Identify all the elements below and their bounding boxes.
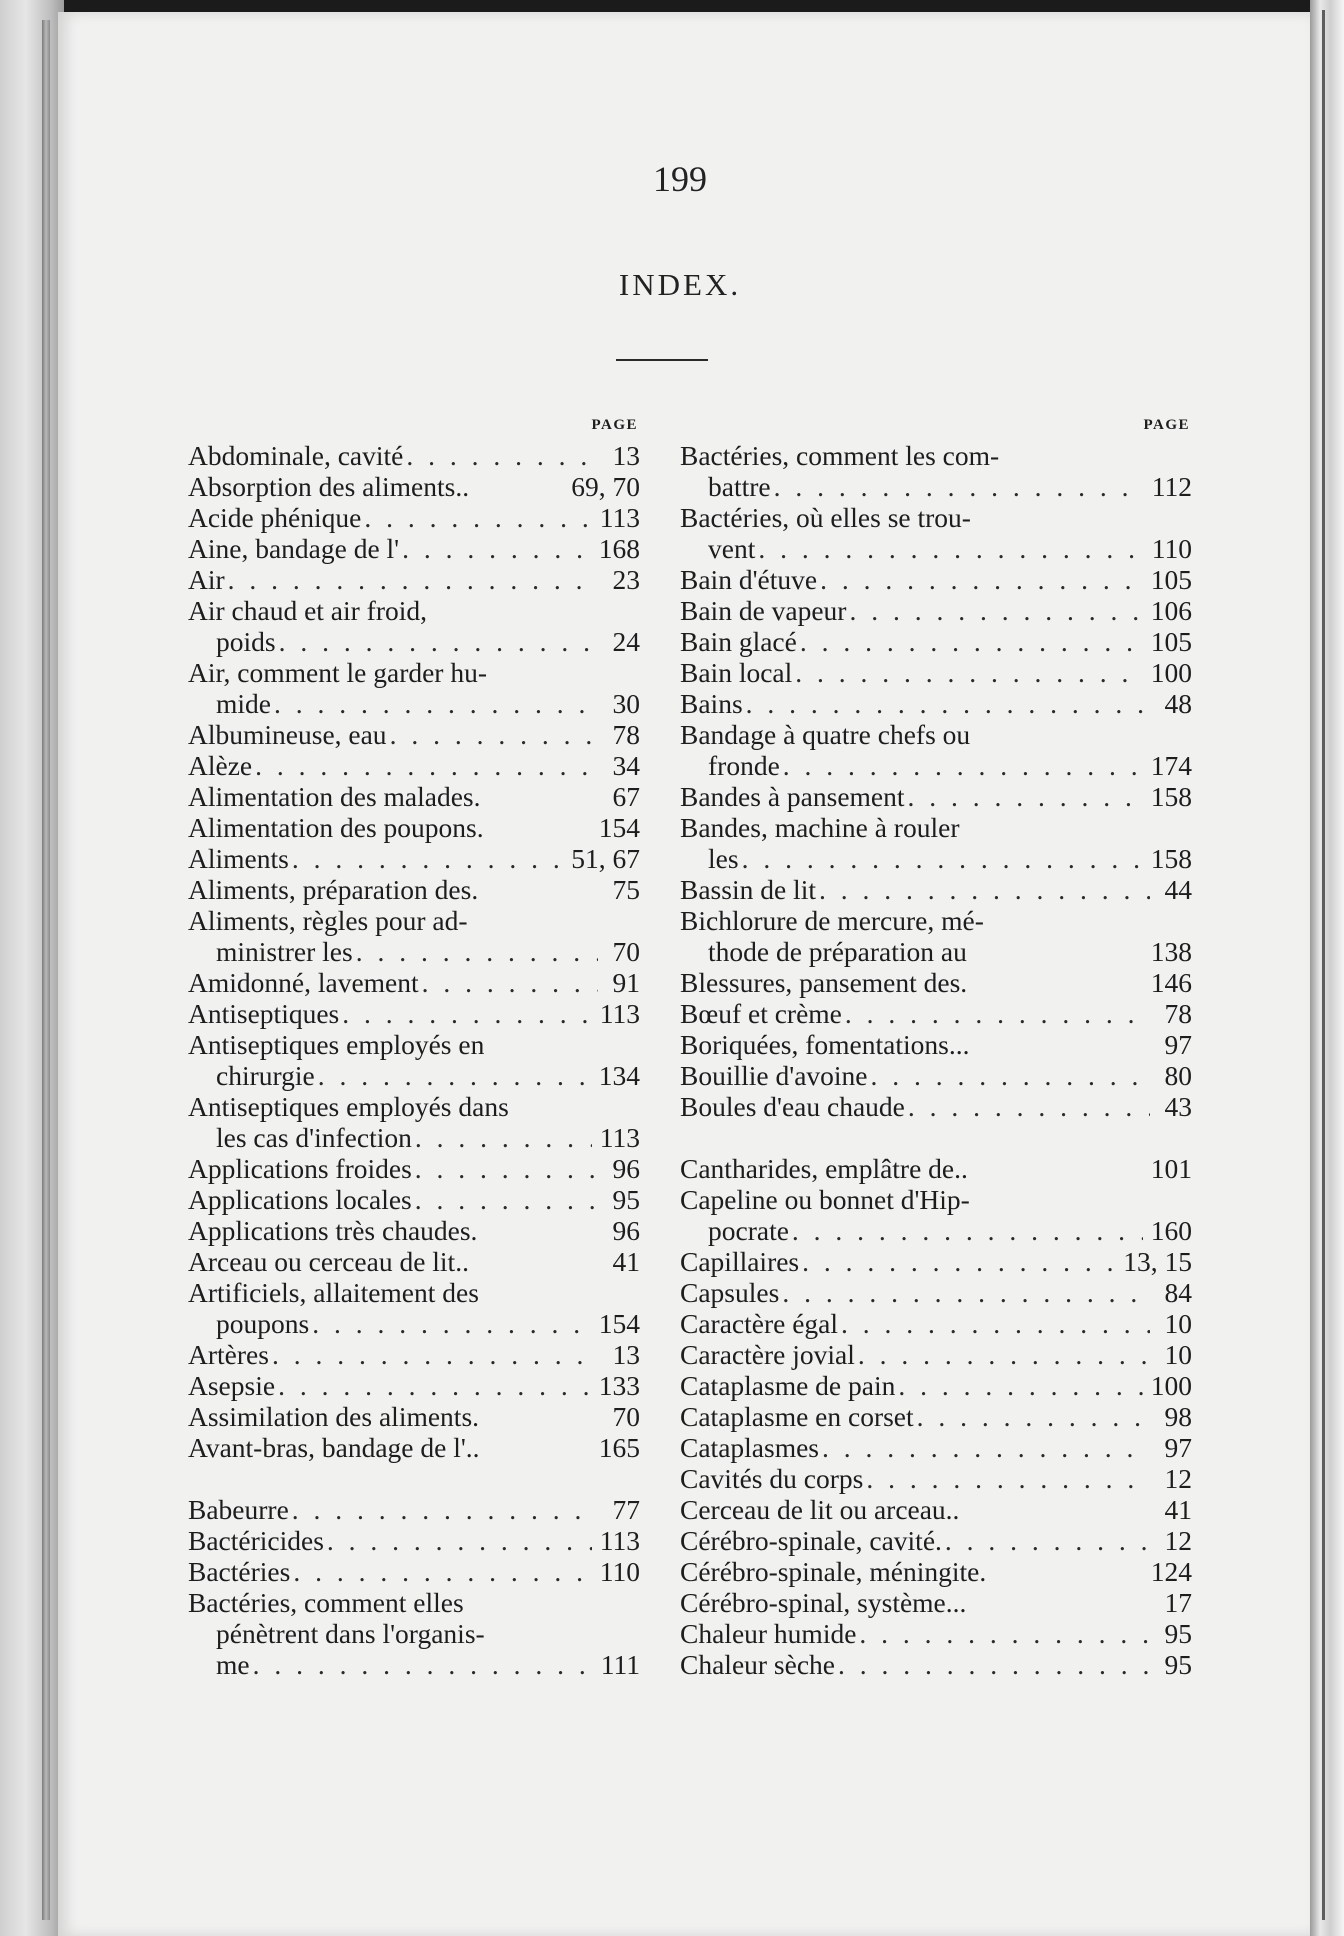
index-entry xyxy=(680,1525,1192,1556)
index-entry-continuation xyxy=(188,1618,640,1649)
index-column-left xyxy=(188,410,640,1680)
page-reference: 24 xyxy=(612,626,640,657)
index-entry xyxy=(188,502,640,533)
index-entry xyxy=(188,1401,640,1432)
index-term: Bandes, machine à rouler xyxy=(680,812,960,843)
index-entry xyxy=(188,440,640,471)
index-term: Bactéries xyxy=(188,1556,291,1587)
page-reference: 154 xyxy=(598,1308,640,1339)
page-reference: 84 xyxy=(1164,1277,1192,1308)
dot-leader xyxy=(315,1060,591,1091)
index-term: Bactéricides xyxy=(188,1525,324,1556)
index-term: Chaleur humide xyxy=(680,1618,857,1649)
index-entry xyxy=(680,1277,1192,1308)
dot-leader xyxy=(324,1525,592,1556)
page-reference: 12 xyxy=(1164,1463,1192,1494)
index-entry xyxy=(680,626,1192,657)
heading-rule xyxy=(616,359,708,361)
index-term: les xyxy=(708,843,739,874)
page-reference: 106 xyxy=(1150,595,1192,626)
page-reference: 43 xyxy=(1164,1091,1192,1122)
index-entry xyxy=(680,1029,1192,1060)
index-entry xyxy=(680,1060,1192,1091)
index-entry xyxy=(188,1246,640,1277)
page-reference: 78 xyxy=(1164,998,1192,1029)
index-term: Bain glacé xyxy=(680,626,797,657)
dot-leader xyxy=(779,1277,1150,1308)
page-reference: 69, 70 xyxy=(571,471,640,502)
page-reference: 105 xyxy=(1150,626,1192,657)
page-reference: 23 xyxy=(612,564,640,595)
index-term: Alimentation des malades. xyxy=(188,781,481,812)
page-reference: 174 xyxy=(1150,750,1192,781)
index-entry xyxy=(680,1556,1192,1587)
page-reference: 91 xyxy=(612,967,640,998)
page-reference: 101 xyxy=(1150,1153,1192,1184)
index-entry xyxy=(188,533,640,564)
page-reference: 78 xyxy=(612,719,640,750)
index-term: Cavités du corps xyxy=(680,1463,864,1494)
dot-leader xyxy=(838,1308,1150,1339)
index-entry xyxy=(188,781,640,812)
index-term: Antiseptiques employés en xyxy=(188,1029,485,1060)
index-term: Cérébro-spinal, système... xyxy=(680,1587,967,1618)
dot-leader xyxy=(942,1525,1150,1556)
page-reference: 158 xyxy=(1150,781,1192,812)
index-entry xyxy=(680,688,1192,719)
dot-leader xyxy=(863,1463,1150,1494)
page-reference: 133 xyxy=(598,1370,640,1401)
page-reference: 80 xyxy=(1164,1060,1192,1091)
index-term: Aine, bandage de l' xyxy=(188,533,400,564)
section-gap xyxy=(188,1463,640,1494)
dot-leader xyxy=(269,1339,598,1370)
dot-leader xyxy=(842,998,1150,1029)
page-edge-right xyxy=(1310,0,1344,1936)
page-reference: 13 xyxy=(612,1339,640,1370)
page-reference: 124 xyxy=(1150,1556,1192,1587)
index-term: Chaleur sèche xyxy=(680,1649,835,1680)
index-term: Air xyxy=(188,564,225,595)
index-entry xyxy=(680,1184,1192,1215)
index-term: Acide phénique xyxy=(188,502,362,533)
index-entry xyxy=(680,1432,1192,1463)
index-term: Cérébro-spinale, méningite. xyxy=(680,1556,987,1587)
page-reference: 168 xyxy=(598,533,640,564)
page-reference: 112 xyxy=(1151,471,1192,502)
dot-leader xyxy=(905,781,1143,812)
page-reference: 160 xyxy=(1150,1215,1192,1246)
index-entry xyxy=(188,967,640,998)
index-term: mide xyxy=(216,688,271,719)
index-term: Albumineuse, eau xyxy=(188,719,387,750)
index-term: Arceau ou cerceau de lit.. xyxy=(188,1246,469,1277)
dot-leader xyxy=(755,533,1143,564)
index-term: Applications froides xyxy=(188,1153,412,1184)
page-column-label: PAGE xyxy=(1143,417,1190,433)
index-term: Bandage à quatre chefs ou xyxy=(680,719,971,750)
index-entry xyxy=(188,471,640,502)
page-reference: 17 xyxy=(1164,1587,1192,1618)
page-reference: 113 xyxy=(599,502,640,533)
dot-leader xyxy=(225,564,598,595)
index-entry-continuation xyxy=(188,1308,640,1339)
index-term: me xyxy=(216,1649,250,1680)
dot-leader xyxy=(276,626,598,657)
page-reference: 110 xyxy=(599,1556,640,1587)
page-reference: 48 xyxy=(1164,688,1192,719)
index-term: Bain local xyxy=(680,657,793,688)
page-reference: 100 xyxy=(1150,1370,1192,1401)
page-reference: 95 xyxy=(1164,1618,1192,1649)
dot-leader xyxy=(353,936,598,967)
index-heading: INDEX. xyxy=(618,267,742,302)
index-entry-continuation xyxy=(188,626,640,657)
index-entry xyxy=(680,781,1192,812)
index-term: Bichlorure de mercure, mé- xyxy=(680,905,984,936)
index-entry-continuation xyxy=(680,936,1192,967)
index-term: Artères xyxy=(188,1339,269,1370)
index-entry xyxy=(188,1091,640,1122)
index-term: Caractère jovial xyxy=(680,1339,855,1370)
page-reference: 13, 15 xyxy=(1123,1246,1192,1277)
dot-leader xyxy=(819,1432,1150,1463)
index-term: Cataplasme de pain xyxy=(680,1370,896,1401)
dot-leader xyxy=(816,874,1150,905)
dot-leader xyxy=(289,1494,598,1525)
index-entry-continuation xyxy=(188,1122,640,1153)
index-term: Caractère égal xyxy=(680,1308,839,1339)
index-entry xyxy=(680,502,1192,533)
page-reference: 113 xyxy=(599,1122,640,1153)
dot-leader xyxy=(835,1649,1150,1680)
index-term: Absorption des aliments.. xyxy=(188,471,470,502)
dot-leader xyxy=(412,1153,598,1184)
page-number: 199 xyxy=(653,159,707,199)
index-term: Abdominale, cavité xyxy=(188,440,404,471)
index-entry xyxy=(680,874,1192,905)
index-entry xyxy=(680,1649,1192,1680)
index-term: Aliments, règles pour ad- xyxy=(188,905,468,936)
page-reference: 110 xyxy=(1151,533,1192,564)
index-entry xyxy=(188,1029,640,1060)
page-reference: 113 xyxy=(599,1525,640,1556)
index-entry xyxy=(188,1370,640,1401)
dot-leader xyxy=(361,502,591,533)
page-reference: 51, 67 xyxy=(571,843,640,874)
index-term: Air, comment le garder hu- xyxy=(188,657,487,688)
index-term: Air chaud et air froid, xyxy=(188,595,428,626)
index-entry xyxy=(188,595,640,626)
dot-leader xyxy=(846,595,1142,626)
index-entry xyxy=(680,440,1192,471)
page-reference: 30 xyxy=(612,688,640,719)
page-reference: 111 xyxy=(600,1649,640,1680)
index-entry xyxy=(188,1153,640,1184)
index-entry-continuation xyxy=(188,1060,640,1091)
index-term: Bassin de lit xyxy=(680,874,816,905)
index-entry-continuation xyxy=(188,1649,640,1680)
dot-leader xyxy=(412,1122,592,1153)
index-entry xyxy=(680,1401,1192,1432)
index-term: Assimilation des aliments. xyxy=(188,1401,480,1432)
index-entry-continuation xyxy=(680,533,1192,564)
dot-leader xyxy=(856,1618,1150,1649)
index-term: fronde xyxy=(708,750,780,781)
page-reference: 154 xyxy=(598,812,640,843)
page-reference: 70 xyxy=(612,1401,640,1432)
page-reference: 41 xyxy=(1164,1494,1192,1525)
page-reference: 12 xyxy=(1164,1525,1192,1556)
index-entry xyxy=(680,1246,1192,1277)
index-term: Cérébro-spinale, cavité. xyxy=(680,1525,942,1556)
dot-leader xyxy=(792,657,1142,688)
index-term: Boules d'eau chaude xyxy=(680,1091,905,1122)
index-term: Bactéries, comment elles xyxy=(188,1587,464,1618)
page-reference: 100 xyxy=(1150,657,1192,688)
page-edge-line xyxy=(1322,10,1325,1920)
index-entry xyxy=(680,719,1192,750)
index-entry xyxy=(680,1463,1192,1494)
index-term: Bœuf et crème xyxy=(680,998,842,1029)
index-entry xyxy=(680,812,1192,843)
dot-leader xyxy=(399,533,591,564)
page-reference: 10 xyxy=(1164,1339,1192,1370)
page-reference: 138 xyxy=(1150,936,1192,967)
dot-leader xyxy=(290,1556,591,1587)
dot-leader xyxy=(271,688,598,719)
dot-leader xyxy=(339,998,592,1029)
page-reference: 13 xyxy=(612,440,640,471)
page-reference: 98 xyxy=(1164,1401,1192,1432)
index-term: Antiseptiques xyxy=(188,998,340,1029)
index-column-right xyxy=(680,410,1192,1680)
index-term: Capeline ou bonnet d'Hip- xyxy=(680,1184,970,1215)
dot-leader xyxy=(789,1215,1143,1246)
dot-leader xyxy=(771,471,1144,502)
index-entry xyxy=(188,812,640,843)
index-term: battre xyxy=(708,471,771,502)
page-reference: 96 xyxy=(612,1153,640,1184)
page-reference: 113 xyxy=(599,998,640,1029)
page-reference: 75 xyxy=(612,874,640,905)
page-reference: 96 xyxy=(612,1215,640,1246)
index-term: Bandes à pansement xyxy=(680,781,905,812)
index-entry xyxy=(680,1153,1192,1184)
index-term: Bactéries, comment les com- xyxy=(680,440,1000,471)
dot-leader xyxy=(905,1091,1150,1122)
page-reference: 97 xyxy=(1164,1432,1192,1463)
page-reference: 67 xyxy=(612,781,640,812)
index-term: Babeurre xyxy=(188,1494,289,1525)
index-entry xyxy=(188,1525,640,1556)
index-entry-continuation xyxy=(680,471,1192,502)
index-entry-continuation xyxy=(680,750,1192,781)
index-term: Applications locales xyxy=(188,1184,412,1215)
dot-leader xyxy=(797,626,1143,657)
index-term: Antiseptiques employés dans xyxy=(188,1091,509,1122)
index-entry xyxy=(680,595,1192,626)
dot-leader xyxy=(387,719,598,750)
index-term: Capillaires xyxy=(680,1246,800,1277)
dot-leader xyxy=(739,843,1143,874)
index-term: Blessures, pansement des. xyxy=(680,967,968,998)
dot-leader xyxy=(780,750,1143,781)
index-term: ministrer les xyxy=(216,936,353,967)
index-entry-continuation xyxy=(680,1215,1192,1246)
dot-leader xyxy=(250,1649,593,1680)
index-entry xyxy=(188,657,640,688)
index-term: Artificiels, allaitement des xyxy=(188,1277,479,1308)
section-gap xyxy=(680,1122,1192,1153)
binding-crease xyxy=(42,20,50,1920)
book-spine-left xyxy=(0,0,64,1936)
index-entry xyxy=(680,967,1192,998)
index-entry-continuation xyxy=(188,936,640,967)
index-entry xyxy=(680,905,1192,936)
index-entry xyxy=(680,1494,1192,1525)
index-term: les cas d'infection xyxy=(216,1122,412,1153)
index-entry xyxy=(680,1618,1192,1649)
index-entry xyxy=(188,874,640,905)
index-entry xyxy=(188,1587,640,1618)
page-reference: 146 xyxy=(1150,967,1192,998)
index-entry xyxy=(188,1184,640,1215)
dot-leader xyxy=(743,688,1150,719)
index-term: Aliments, préparation des. xyxy=(188,874,479,905)
page-reference: 97 xyxy=(1164,1029,1192,1060)
index-entry xyxy=(188,905,640,936)
index-term: pénètrent dans l'organis- xyxy=(216,1618,485,1649)
index-entry xyxy=(188,998,640,1029)
index-term: poids xyxy=(216,626,276,657)
index-term: Asepsie xyxy=(188,1370,276,1401)
index-term: Bactéries, où elles se trou- xyxy=(680,502,971,533)
index-entry xyxy=(188,1215,640,1246)
page-reference: 10 xyxy=(1164,1308,1192,1339)
index-entry xyxy=(188,750,640,781)
index-term: pocrate xyxy=(708,1215,789,1246)
dot-leader xyxy=(289,843,563,874)
index-entry xyxy=(188,564,640,595)
index-term: Boriquées, fomentations... xyxy=(680,1029,970,1060)
index-entry xyxy=(680,1370,1192,1401)
index-entry xyxy=(680,998,1192,1029)
page-reference: 44 xyxy=(1164,874,1192,905)
index-entry xyxy=(680,1308,1192,1339)
dot-leader xyxy=(855,1339,1150,1370)
index-term: Cantharides, emplâtre de.. xyxy=(680,1153,968,1184)
index-entry xyxy=(680,564,1192,595)
page-reference: 41 xyxy=(612,1246,640,1277)
index-term: Cerceau de lit ou arceau.. xyxy=(680,1494,960,1525)
index-term: Bain d'étuve xyxy=(680,564,818,595)
dot-leader xyxy=(799,1246,1115,1277)
index-term: Avant-bras, bandage de l'.. xyxy=(188,1432,480,1463)
page-reference: 70 xyxy=(612,936,640,967)
index-entry xyxy=(188,1432,640,1463)
dot-leader xyxy=(309,1308,591,1339)
dot-leader xyxy=(412,1184,598,1215)
index-entry xyxy=(680,657,1192,688)
index-entry xyxy=(188,843,640,874)
page-reference: 105 xyxy=(1150,564,1192,595)
index-term: Alimentation des poupons. xyxy=(188,812,484,843)
index-term: Bains xyxy=(680,688,743,719)
index-entry xyxy=(188,1339,640,1370)
page-reference: 165 xyxy=(598,1432,640,1463)
index-term: Applications très chaudes. xyxy=(188,1215,478,1246)
index-term: Bouillie d'avoine xyxy=(680,1060,868,1091)
page-reference: 77 xyxy=(612,1494,640,1525)
book-page xyxy=(58,12,1310,1936)
page-reference: 134 xyxy=(598,1060,640,1091)
index-term: thode de préparation au xyxy=(708,936,967,967)
page-reference: 158 xyxy=(1150,843,1192,874)
index-entry xyxy=(188,1494,640,1525)
index-term: Cataplasme en corset xyxy=(680,1401,914,1432)
dot-leader xyxy=(419,967,598,998)
index-entry-continuation xyxy=(680,843,1192,874)
index-term: Bain de vapeur xyxy=(680,595,847,626)
page-reference: 34 xyxy=(612,750,640,781)
index-entry xyxy=(680,1587,1192,1618)
page-reference: 95 xyxy=(612,1184,640,1215)
dot-leader xyxy=(252,750,598,781)
index-term: chirurgie xyxy=(216,1060,315,1091)
dot-leader xyxy=(403,440,598,471)
page-reference: 95 xyxy=(1164,1649,1192,1680)
index-entry xyxy=(188,1556,640,1587)
index-entry-continuation xyxy=(188,688,640,719)
index-entry xyxy=(680,1339,1192,1370)
dot-leader xyxy=(895,1370,1142,1401)
dot-leader xyxy=(868,1060,1151,1091)
index-entry xyxy=(680,1091,1192,1122)
index-term: Capsules xyxy=(680,1277,780,1308)
dot-leader xyxy=(914,1401,1150,1432)
index-term: Aliments xyxy=(188,843,289,874)
index-term: Alèze xyxy=(188,750,253,781)
index-term: vent xyxy=(708,533,756,564)
index-entry xyxy=(188,719,640,750)
index-term: poupons xyxy=(216,1308,310,1339)
index-term: Cataplasmes xyxy=(680,1432,819,1463)
dot-leader xyxy=(817,564,1143,595)
dot-leader xyxy=(275,1370,591,1401)
index-term: Amidonné, lavement xyxy=(188,967,419,998)
index-entry xyxy=(188,1277,640,1308)
page-column-label: PAGE xyxy=(591,417,638,433)
